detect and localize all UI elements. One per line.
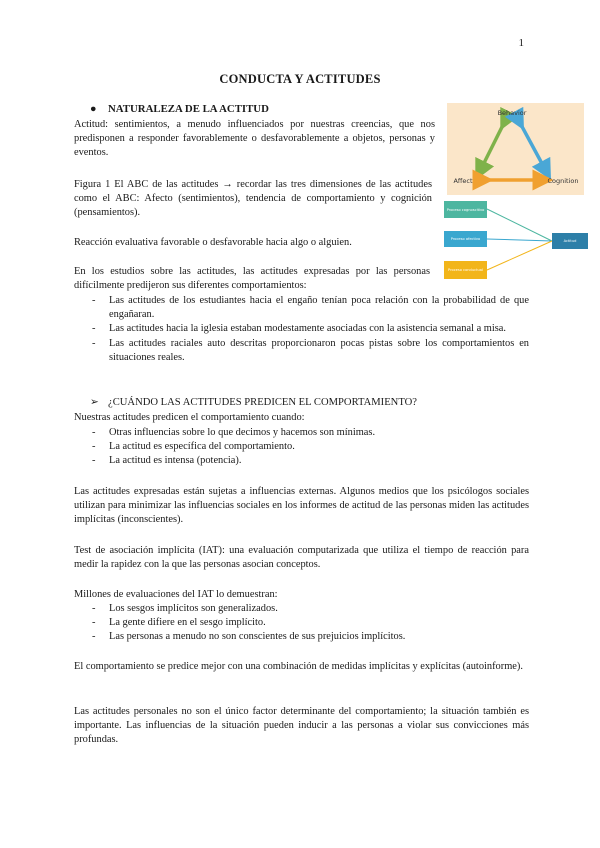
page-title: CONDUCTA Y ACTITUDES <box>219 72 381 86</box>
situation-paragraph: Las actitudes personales no son el único factor determinante del comportamiento; la situación también es importante. Las influencias de la situación pueden inducir a las personas a violar sus convicciones más profundas. <box>74 706 529 746</box>
reaction-definition: Reacción evaluativa favorable o desfavorable hacia algo o alguien. <box>74 237 352 248</box>
iat-findings-list <box>74 602 529 645</box>
list-item: - La actitud es intensa (potencia). <box>74 454 529 468</box>
studies-intro: En los estudios sobre las actitudes, las actitudes expresadas por las personas difícilmente predijeron sus diferentes comportamientos: <box>74 266 430 292</box>
attitude-target-box: Actitud <box>552 233 588 249</box>
list-item: - Las personas a menudo no son conscientes de sus prejuicios implícitos. <box>74 630 529 644</box>
list-item: - Las actitudes raciales auto descritas proporcionaron pocas pistas sobre los comportamientos en situaciones reales. <box>74 337 529 365</box>
behavior-label: Behavior <box>497 109 527 117</box>
affect-label: Affect <box>453 177 473 185</box>
studies-list <box>74 294 529 365</box>
iat-definition: Test de asociación implícita (IAT): una evaluación computarizada que utiliza el tiempo de reacción para medir la rapidez con la que las personas asocian conceptos. <box>74 545 529 571</box>
arrowhead-bullet-icon: ➢ <box>90 397 99 408</box>
section-heading-cuando: ➢ ¿CUÁNDO LAS ACTITUDES PREDICEN EL COMPORTAMIENTO? <box>90 397 417 408</box>
list-item: - Otras influencias sobre lo que decimos y hacemos son mínimas. <box>74 426 529 440</box>
process-box-behavioral: Proceso conductual <box>444 261 487 279</box>
section-heading-naturaleza: ● NATURALEZA DE LA ACTITUD <box>90 103 269 115</box>
conditions-list <box>74 426 529 469</box>
abc-triangle-figure <box>447 103 584 195</box>
triangle-left-arrow <box>480 121 505 171</box>
list-item: - Las actitudes hacia la iglesia estaban modestamente asociadas con la asistencia semanal a misa. <box>74 322 529 336</box>
page-number: 1 <box>518 37 524 49</box>
abc-triangle-svg <box>447 103 584 195</box>
figure-1-caption: Figura 1 El ABC de las actitudes → recordar las tres dimensiones de las actitudes como el ABC: Afecto (sentimientos), tendencia de comportamiento y cognición (pensamientos). <box>74 179 432 219</box>
connector-affective <box>487 239 552 241</box>
cognition-label: Cognition <box>547 177 579 185</box>
process-box-affective: Proceso afectivo <box>444 231 487 247</box>
process-box-cognitive: Proceso cognoscitivo <box>444 201 487 218</box>
actitud-definition: Actitud: sentimientos, a menudo influenciados por nuestras creencias, que nos predisponen a responder favorablemente o desfavorablemente a objetos, personas y eventos. <box>74 119 435 159</box>
bullet-dot-icon: ● <box>90 103 97 115</box>
attitude-process-figure <box>444 199 590 281</box>
list-item: - Las actitudes de los estudiantes hacia el engaño tenían poca relación con la probabilidad de que engañaran. <box>74 294 529 322</box>
external-influences-paragraph: Las actitudes expresadas están sujetas a influencias externas. Algunos medios que los psicólogos sociales utilizan para minimizar las influencias sociales en los informes de actitud de las personas miden las actitudes implícitas (inconscientes). <box>74 486 529 526</box>
connector-cognitive <box>487 209 552 241</box>
list-item: - La actitud es específica del comportamiento. <box>74 440 529 454</box>
prediction-paragraph: El comportamiento se predice mejor con una combinación de medidas implícitas y explícitas (autoinforme). <box>74 661 523 672</box>
conditions-intro: Nuestras actitudes predicen el comportamiento cuando: <box>74 412 305 423</box>
list-item: - La gente difiere en el sesgo implícito. <box>74 616 529 630</box>
list-item: - Los sesgos implícitos son generalizados. <box>74 602 529 616</box>
triangle-right-arrow <box>519 121 546 171</box>
connector-behavioral <box>487 241 552 270</box>
iat-intro: Millones de evaluaciones del IAT lo demuestran: <box>74 589 278 600</box>
